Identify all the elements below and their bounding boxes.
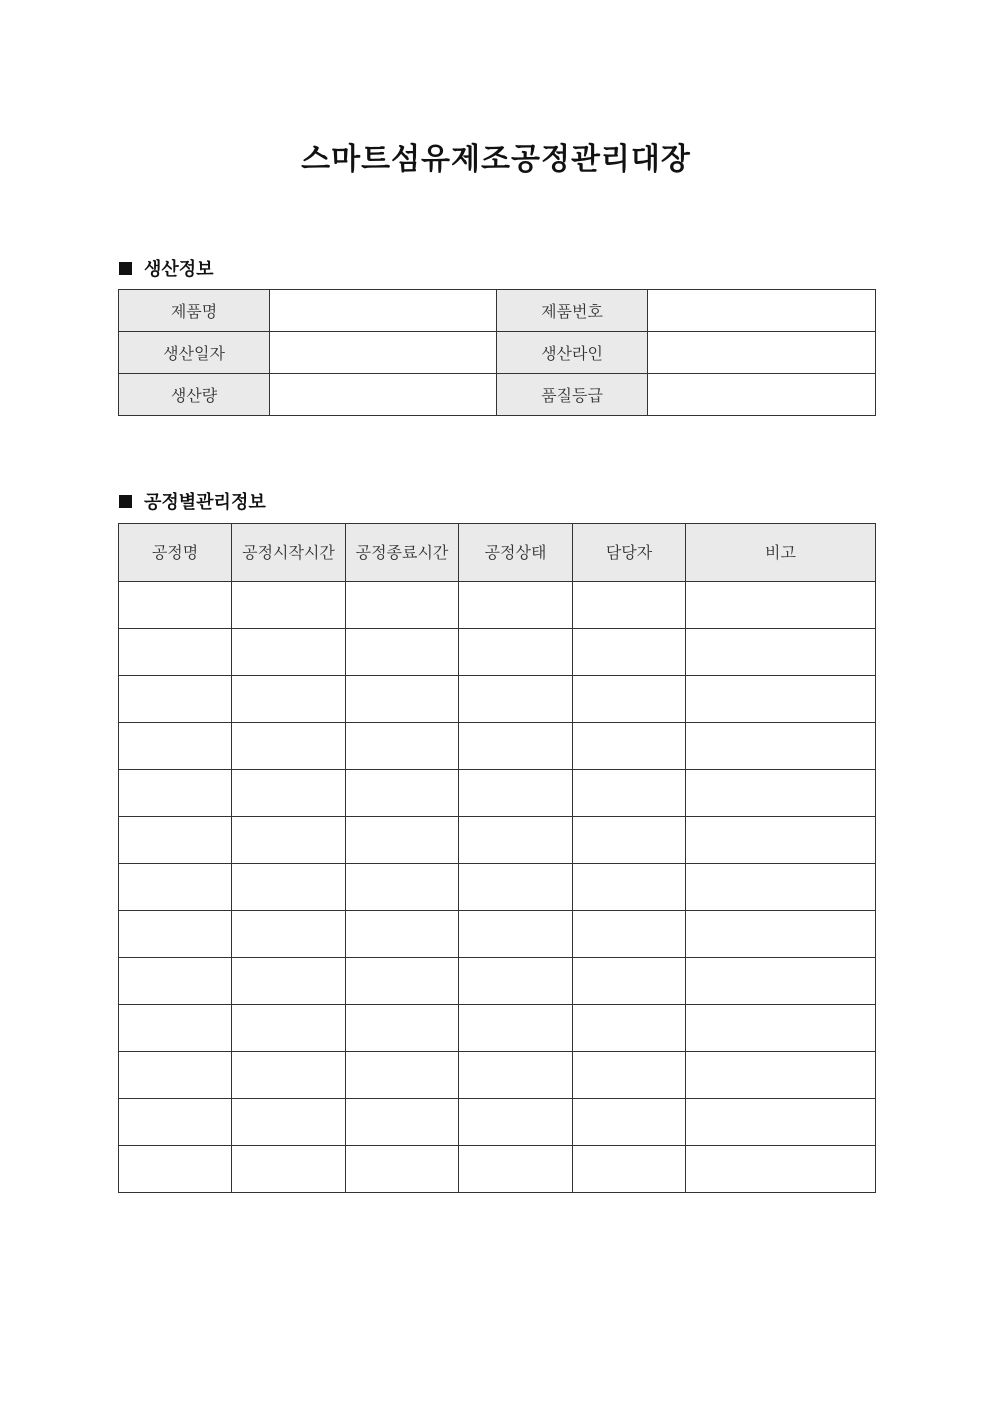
table-cell[interactable] <box>346 770 459 817</box>
table-cell[interactable] <box>232 1146 346 1193</box>
field-label: 품질등급 <box>497 374 648 416</box>
table-cell[interactable] <box>232 723 346 770</box>
table-row <box>119 958 876 1005</box>
table-row <box>119 1099 876 1146</box>
table-cell[interactable] <box>459 864 573 911</box>
table-cell[interactable] <box>686 676 876 723</box>
table-cell[interactable] <box>346 582 459 629</box>
column-header: 공정상태 <box>459 524 573 582</box>
table-row <box>119 582 876 629</box>
table-row <box>119 817 876 864</box>
table-cell[interactable] <box>686 1146 876 1193</box>
square-bullet-icon <box>119 262 132 275</box>
table-cell[interactable] <box>459 582 573 629</box>
field-value[interactable] <box>270 374 497 416</box>
table-cell[interactable] <box>119 1146 232 1193</box>
table-cell[interactable] <box>232 817 346 864</box>
table-cell[interactable] <box>346 817 459 864</box>
table-cell[interactable] <box>686 911 876 958</box>
process-management-table <box>118 523 876 1193</box>
table-cell[interactable] <box>573 1005 686 1052</box>
table-cell[interactable] <box>573 723 686 770</box>
document-title: 스마트섬유제조공정관리대장 <box>301 142 691 177</box>
table-cell[interactable] <box>232 676 346 723</box>
table-cell[interactable] <box>119 1052 232 1099</box>
table-cell[interactable] <box>119 582 232 629</box>
table-cell[interactable] <box>232 958 346 1005</box>
table-cell[interactable] <box>119 770 232 817</box>
table-cell[interactable] <box>459 1099 573 1146</box>
table-cell[interactable] <box>119 958 232 1005</box>
table-cell[interactable] <box>346 629 459 676</box>
table-cell[interactable] <box>459 1052 573 1099</box>
table-cell[interactable] <box>686 1005 876 1052</box>
table-cell[interactable] <box>232 582 346 629</box>
table-cell[interactable] <box>573 582 686 629</box>
table-row <box>119 1052 876 1099</box>
column-header: 비고 <box>686 524 876 582</box>
field-value[interactable] <box>648 332 876 374</box>
column-header: 공정종료시간 <box>346 524 459 582</box>
table-cell[interactable] <box>573 676 686 723</box>
table-cell[interactable] <box>119 817 232 864</box>
table-cell[interactable] <box>119 1005 232 1052</box>
table-cell[interactable] <box>232 864 346 911</box>
column-header: 공정명 <box>119 524 232 582</box>
table-cell[interactable] <box>459 817 573 864</box>
table-cell[interactable] <box>459 770 573 817</box>
field-value[interactable] <box>270 290 497 332</box>
table-cell[interactable] <box>573 817 686 864</box>
table-cell[interactable] <box>232 770 346 817</box>
table-cell[interactable] <box>686 723 876 770</box>
column-header: 공정시작시간 <box>232 524 346 582</box>
table-cell[interactable] <box>119 629 232 676</box>
table-cell[interactable] <box>346 1099 459 1146</box>
table-cell[interactable] <box>346 1052 459 1099</box>
process-heading-text: 공정별관리정보 <box>144 492 266 513</box>
field-label: 생산일자 <box>119 332 270 374</box>
table-row <box>119 1005 876 1052</box>
production-section-heading <box>119 255 214 281</box>
process-section-heading <box>119 488 266 514</box>
table-cell[interactable] <box>573 629 686 676</box>
table-cell[interactable] <box>459 911 573 958</box>
table-cell[interactable] <box>119 723 232 770</box>
table-cell[interactable] <box>346 911 459 958</box>
field-label: 생산량 <box>119 374 270 416</box>
table-cell[interactable] <box>346 676 459 723</box>
table-row <box>119 723 876 770</box>
field-value[interactable] <box>648 374 876 416</box>
production-heading-text: 생산정보 <box>144 259 214 280</box>
production-info-table <box>118 289 876 416</box>
table-cell[interactable] <box>686 958 876 1005</box>
table-row <box>119 676 876 723</box>
table-row <box>119 1146 876 1193</box>
table-row <box>119 911 876 958</box>
table-cell[interactable] <box>459 723 573 770</box>
table-cell[interactable] <box>346 864 459 911</box>
table-cell[interactable] <box>686 629 876 676</box>
table-cell[interactable] <box>346 1146 459 1193</box>
field-value[interactable] <box>648 290 876 332</box>
table-cell[interactable] <box>459 1146 573 1193</box>
table-cell[interactable] <box>686 817 876 864</box>
info-row <box>119 290 876 332</box>
table-cell[interactable] <box>573 1052 686 1099</box>
table-row <box>119 864 876 911</box>
table-cell[interactable] <box>119 676 232 723</box>
table-cell[interactable] <box>232 1052 346 1099</box>
table-cell[interactable] <box>459 629 573 676</box>
table-cell[interactable] <box>573 1146 686 1193</box>
table-cell[interactable] <box>459 676 573 723</box>
table-cell[interactable] <box>573 911 686 958</box>
table-cell[interactable] <box>119 864 232 911</box>
field-label: 제품명 <box>119 290 270 332</box>
field-label: 제품번호 <box>497 290 648 332</box>
table-cell[interactable] <box>573 770 686 817</box>
square-bullet-icon <box>119 495 132 508</box>
table-cell[interactable] <box>346 1005 459 1052</box>
table-cell[interactable] <box>686 770 876 817</box>
table-cell[interactable] <box>573 958 686 1005</box>
table-cell[interactable] <box>686 582 876 629</box>
field-label: 생산라인 <box>497 332 648 374</box>
table-cell[interactable] <box>686 1052 876 1099</box>
table-cell[interactable] <box>686 1099 876 1146</box>
table-cell[interactable] <box>686 864 876 911</box>
table-cell[interactable] <box>232 1005 346 1052</box>
field-value[interactable] <box>270 332 497 374</box>
info-row <box>119 374 876 416</box>
table-cell[interactable] <box>346 723 459 770</box>
table-cell[interactable] <box>119 1099 232 1146</box>
table-header-row <box>119 524 876 582</box>
column-header: 담당자 <box>573 524 686 582</box>
table-cell[interactable] <box>459 958 573 1005</box>
table-row <box>119 629 876 676</box>
table-cell[interactable] <box>346 958 459 1005</box>
table-cell[interactable] <box>232 1099 346 1146</box>
table-row <box>119 770 876 817</box>
table-cell[interactable] <box>573 864 686 911</box>
table-cell[interactable] <box>232 911 346 958</box>
table-cell[interactable] <box>232 629 346 676</box>
table-cell[interactable] <box>573 1099 686 1146</box>
table-cell[interactable] <box>459 1005 573 1052</box>
info-row <box>119 332 876 374</box>
table-cell[interactable] <box>119 911 232 958</box>
